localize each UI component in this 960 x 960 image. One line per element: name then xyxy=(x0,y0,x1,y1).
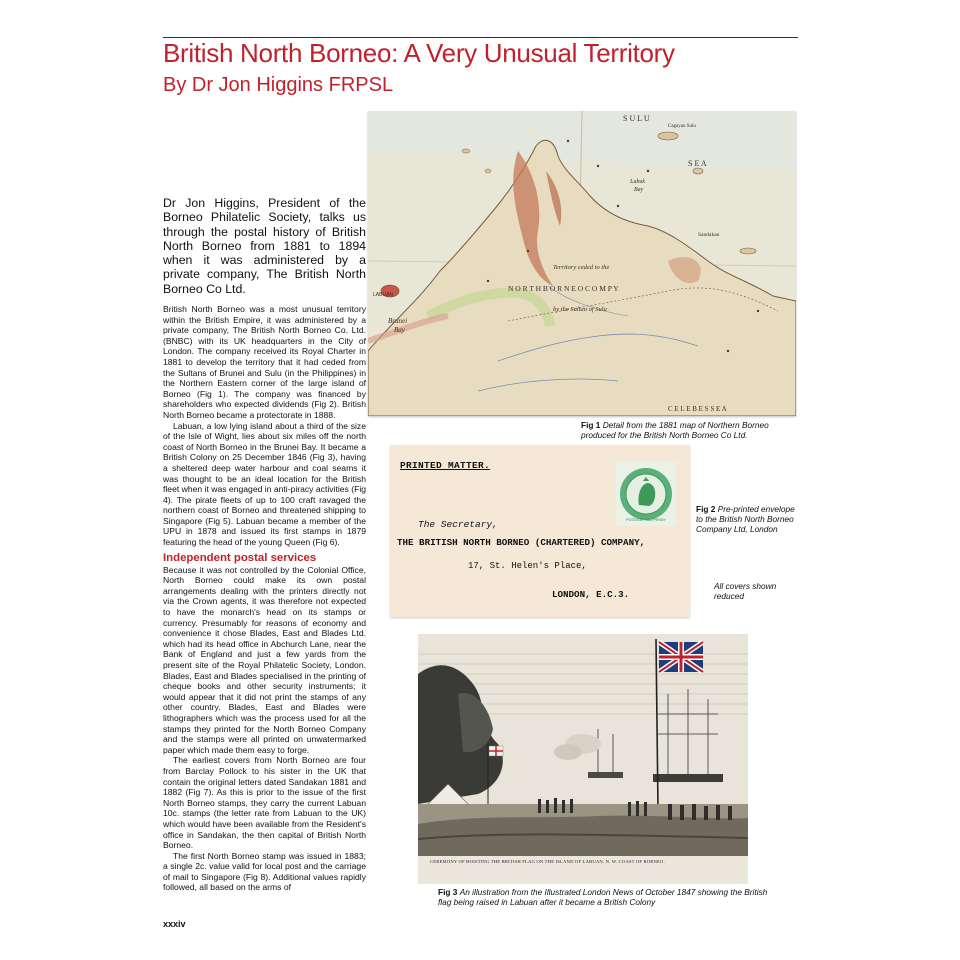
fig1-caption-text: Detail from the 1881 map of Northern Borneo produced for the British North Borneo Co Ltd. xyxy=(581,420,769,440)
article-byline: By Dr Jon Higgins FRPSL xyxy=(163,74,394,96)
envelope-city: LONDON, E.C.3. xyxy=(552,589,630,600)
map-label-company: N O R T H B O R N E O C O M P Y xyxy=(508,284,619,293)
fig1-caption xyxy=(581,420,791,440)
stamp-text: POSTAGE HALFPENNY xyxy=(626,518,666,522)
engraving-caption: CEREMONY OF HOISTING THE BRITISH FLAG ON THE ISLAND OF LABUAN, N. W. COAST OF BORNEO. xyxy=(430,859,665,864)
map-label-territory: Territory ceded to the xyxy=(553,264,610,271)
body-paragraph-1: British North Borneo was a most unusual territory within the British Empire, it was administered by a private company, The British North Borneo Co. Ltd. (BNBC) with its UK headquarters in the City of London. The company received its Royal Charter in 1881 to develop the territory that it had ceded from the Sultans of Brunei and Sulu (in the Philippines) in the Northern Eastern corner of the large island of Borneo (Fig 1). The company was financed by shareholders who expected dividends (Fig 2). British North Borneo became a protectorate in 1888. xyxy=(163,304,366,420)
map-label-celebes: C E L E B E S S E A xyxy=(668,405,727,413)
fig3-caption xyxy=(438,887,768,907)
map-label-sulu: S U L U xyxy=(623,114,650,123)
covers-note: All covers shown reduced xyxy=(714,581,777,601)
map-illustration xyxy=(368,111,796,416)
engraving-illustration xyxy=(418,634,748,884)
article-title: British North Borneo: A Very Unusual Territory xyxy=(163,38,675,68)
section-heading: Independent postal services xyxy=(163,551,317,564)
page-number: xxxiv xyxy=(163,919,186,929)
fig2-envelope-image xyxy=(390,445,690,617)
map-label-lubuk-bay: Bay xyxy=(634,187,644,193)
fig1-label: Fig 1 xyxy=(581,420,601,430)
fig1-map-image xyxy=(368,111,796,416)
envelope-secretary: The Secretary, xyxy=(418,519,498,530)
envelope-address: 17, St. Helen's Place, xyxy=(468,561,587,571)
fig2-label: Fig 2 xyxy=(696,504,716,514)
envelope-company: THE BRITISH NORTH BORNEO (CHARTERED) COMPANY, xyxy=(397,537,646,548)
fig3-label: Fig 3 xyxy=(438,887,458,897)
fig3-caption-text: An illustration from the Illustrated London News of October 1847 showing the British flag being raised in Labuan after it became a British Colony xyxy=(438,887,768,907)
intro-standfirst: Dr Jon Higgins, President of the Borneo Philatelic Society, talks us through the postal history of British North Borneo from 1881 to 1894 when it was administered by a private company, The British North Borneo Co Ltd. xyxy=(163,196,366,296)
fig2-caption xyxy=(696,504,798,534)
map-label-labuan: LABUAN xyxy=(373,292,394,298)
body-paragraph-5: The first North Borneo stamp was issued in 1883; a single 2c. value valid for local post and the carriage of mail to Singapore (Fig 8). Additional values rapidly followed, all based on the arms of xyxy=(163,850,366,893)
map-label-bay: Bay xyxy=(394,326,405,334)
body-paragraph-3: Because it was not controlled by the Colonial Office, North Borneo could make its own postal arrangements dealing with the printers directly not via the Crown agents, it was therefore not expected to have the monarch's head on its stamps or currency. Presumably for reasons of economy and convenience it chose Blades, East and Blades Ltd. which had its head office in Abchurch Lane, near the Bank of England and just a few yards from the present site of the Royal Philatelic Society, London. Blades, East and Blades specialised in the printing of cheque books and other security instruments; it would appear that it did not print the stamps of any other country. Blades, East and Blades were lithographers which was the process used for all the stamps they printed for the North Borneo Company and the stamps were all printed on unwatermarked paper which made them easy to forge. xyxy=(163,564,366,755)
stamp-icon xyxy=(615,461,677,527)
map-label-sultan: by the Sultan of Sulu xyxy=(553,306,607,313)
body-column xyxy=(163,304,366,893)
body-paragraph-4: The earliest covers from North Borneo are four from Barclay Pollock to his sister in the UK that contain the original letters dated Sandakan 1881 and 1882 (Fig 7). As this is prior to the issue of the first North Borneo stamps, they carry the current Labuan 10c. stamps (the letter rate from Labuan to the UK) which would have been available from the Resident's office in Sandakan, the then capital of British North Borneo. xyxy=(163,755,366,851)
map-label-brunei: Brunei xyxy=(388,317,408,325)
map-label-cagayan: Cagayan Sulu xyxy=(668,124,696,129)
map-label-sea: S E A xyxy=(688,159,707,168)
envelope-printed-matter: PRINTED MATTER. xyxy=(400,460,491,471)
fig3-engraving-image xyxy=(418,634,748,884)
map-label-lubuk: Lubuk xyxy=(630,179,645,185)
fig2-caption-text: Pre-printed envelope to the British North Borneo Company Ltd, London xyxy=(696,504,795,534)
body-paragraph-2: Labuan, a low lying island about a third of the size of the Isle of Wight, lies about six miles off the north coast of North Borneo in the Brunei Bay. It became a British Colony on 25 December 1846 (Fig 3), having a sheltered deep water harbour and coal seams it was thought to be an ideal location for the British fleet when it was engaged in anti-piracy activities (Fig 4). The pirate fleets of up to 100 craft ravaged the northern coast of Borneo and threatened shipping to Singapore (Fig 5). Labuan became a member of the UPU in 1878 and issued its first stamps in 1879 featuring the head of the young Queen (Fig 6). xyxy=(163,420,367,548)
map-label-sandakan: Sandakan xyxy=(698,232,720,238)
